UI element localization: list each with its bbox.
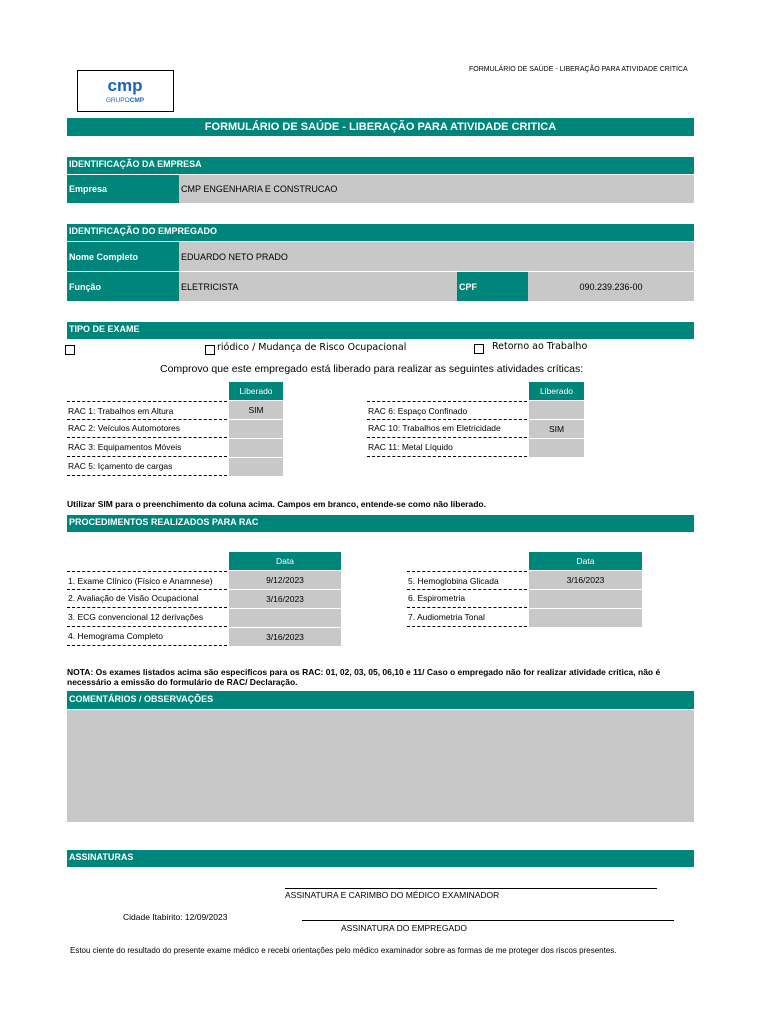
proc-left-label: 2. Avaliação de Visão Ocupacional bbox=[67, 590, 227, 608]
svg-text:GRUPOCMP: GRUPOCMP bbox=[105, 97, 145, 104]
cidade-data: Cidade Itabirito: 12/09/2023 bbox=[123, 912, 228, 922]
proc-right-label: 7. Audiometria Tonal bbox=[407, 609, 527, 627]
procedimentos-nota: NOTA: Os exames listados acima são especificos para os RAC: 01, 02, 03, 05, 06,10 e 11/ Caso o empregado não for realizar atividade crítica, não é necessário a emissão do formulário de RAC/ Declaração. bbox=[67, 667, 661, 687]
proc-right-label: 6. Espirometria bbox=[407, 590, 527, 608]
rac-right-label: RAC 6: Espaço Confinado bbox=[367, 401, 527, 420]
exame-option-2-checkbox[interactable] bbox=[205, 345, 215, 355]
proc-right-col-header: Data bbox=[529, 552, 642, 570]
funcao-field[interactable]: ELETRICISTA bbox=[179, 272, 457, 301]
proc-left-label: 4. Hemograma Completo bbox=[67, 628, 227, 646]
proc-right-date[interactable]: 3/16/2023 bbox=[529, 571, 642, 589]
rac-left-label: RAC 5: Içamento de cargas bbox=[67, 458, 227, 476]
empresa-label: Empresa bbox=[67, 175, 179, 203]
rac-left-label: RAC 3: Equipamentos Móveis bbox=[67, 439, 227, 457]
exame-option-1-checkbox[interactable] bbox=[65, 345, 75, 355]
ciente-statement: Estou ciente do resultado do presente exame médico e recebi orientações pelo médico examinador sobre as formas de me proteger dos riscos presentes. bbox=[70, 946, 617, 955]
rac-left-value[interactable]: SIM bbox=[229, 401, 283, 419]
proc-right-label: 5. Hemoglobina Glicada bbox=[407, 571, 527, 590]
rac-left-label: RAC 2: Veículos Automotores bbox=[67, 420, 227, 438]
rac-right-label: RAC 10: Trabalhos em Eletricidade bbox=[367, 420, 527, 438]
logo-box bbox=[77, 70, 174, 112]
procedimentos-header: PROCEDIMENTOS REALIZADOS PARA RAC bbox=[67, 515, 694, 532]
comentarios-header: COMENTÁRIOS / OBSERVAÇÕES bbox=[67, 691, 694, 709]
exame-option-2-label: riódico / Mudança de Risco Ocupacional bbox=[217, 342, 407, 353]
liberacao-statement: Comprovo que este empregado está liberado para realizar as seguintes atividades críticas: bbox=[160, 363, 584, 375]
empresa-section-header: IDENTIFICAÇÃO DA EMPRESA bbox=[67, 157, 694, 174]
rac-right-value[interactable] bbox=[529, 439, 584, 457]
exame-option-3-checkbox[interactable] bbox=[474, 344, 484, 354]
medico-signature-label: ASSINATURA E CARIMBO DO MÉDICO EXAMINADOR bbox=[285, 890, 500, 900]
cpf-label: CPF bbox=[457, 272, 528, 301]
proc-left-label: 3. ECG convencional 12 derivações bbox=[67, 609, 227, 627]
rac-left-col-header: Liberado bbox=[229, 382, 283, 400]
proc-right-date[interactable] bbox=[529, 609, 642, 627]
proc-right-date[interactable] bbox=[529, 590, 642, 608]
proc-left-date[interactable]: 3/16/2023 bbox=[229, 590, 341, 608]
assinaturas-header: ASSINATURAS bbox=[67, 850, 694, 867]
tipo-exame-header: TIPO DE EXAME bbox=[67, 322, 694, 339]
funcao-label: Função bbox=[67, 272, 179, 301]
exame-option-3-label: Retorno ao Trabalho bbox=[492, 341, 588, 352]
nome-field[interactable]: EDUARDO NETO PRADO bbox=[179, 242, 694, 271]
empresa-field[interactable]: CMP ENGENHARIA E CONSTRUCAO bbox=[179, 175, 694, 203]
proc-left-date[interactable] bbox=[229, 609, 341, 627]
rac-note: Utilizar SIM para o preenchimento da coluna acima. Campos em branco, entende-se como não liberado. bbox=[67, 499, 486, 509]
page-title: FORMULÁRIO DE SAÚDE - LIBERAÇÃO PARA ATIVIDADE CRITICA bbox=[67, 118, 694, 136]
empregado-signature-line[interactable] bbox=[302, 920, 674, 921]
rac-right-col-header: Liberado bbox=[529, 382, 584, 400]
proc-left-col-header: Data bbox=[229, 552, 341, 570]
rac-left-value[interactable] bbox=[229, 458, 283, 476]
empregado-signature-label: ASSINATURA DO EMPREGADO bbox=[341, 923, 467, 933]
cpf-field[interactable]: 090.239.236-00 bbox=[528, 272, 694, 301]
rac-right-value[interactable] bbox=[529, 401, 584, 419]
rac-left-value[interactable] bbox=[229, 439, 283, 457]
medico-signature-line[interactable] bbox=[285, 888, 657, 889]
proc-left-label: 1. Exame Clínico (Físico e Anamnese) bbox=[67, 571, 227, 590]
rac-left-value[interactable] bbox=[229, 420, 283, 438]
cmp-logo-icon bbox=[78, 71, 173, 111]
svg-text:cmp: cmp bbox=[107, 76, 143, 95]
empregado-section-header: IDENTIFICAÇÃO DO EMPREGADO bbox=[67, 224, 694, 241]
top-right-title: FORMULÁRIO DE SAÚDE - LIBERAÇÃO PARA ATIVIDADE CRITICA bbox=[469, 66, 688, 73]
rac-right-value[interactable]: SIM bbox=[529, 420, 584, 438]
proc-left-date[interactable]: 9/12/2023 bbox=[229, 571, 341, 589]
nome-label: Nome Completo bbox=[67, 242, 179, 271]
rac-right-label: RAC 11: Metal Líquido bbox=[367, 439, 527, 457]
rac-left-label: RAC 1: Trabalhos em Altura bbox=[67, 401, 227, 420]
proc-left-date[interactable]: 3/16/2023 bbox=[229, 628, 341, 646]
comentarios-textarea[interactable] bbox=[67, 710, 694, 822]
